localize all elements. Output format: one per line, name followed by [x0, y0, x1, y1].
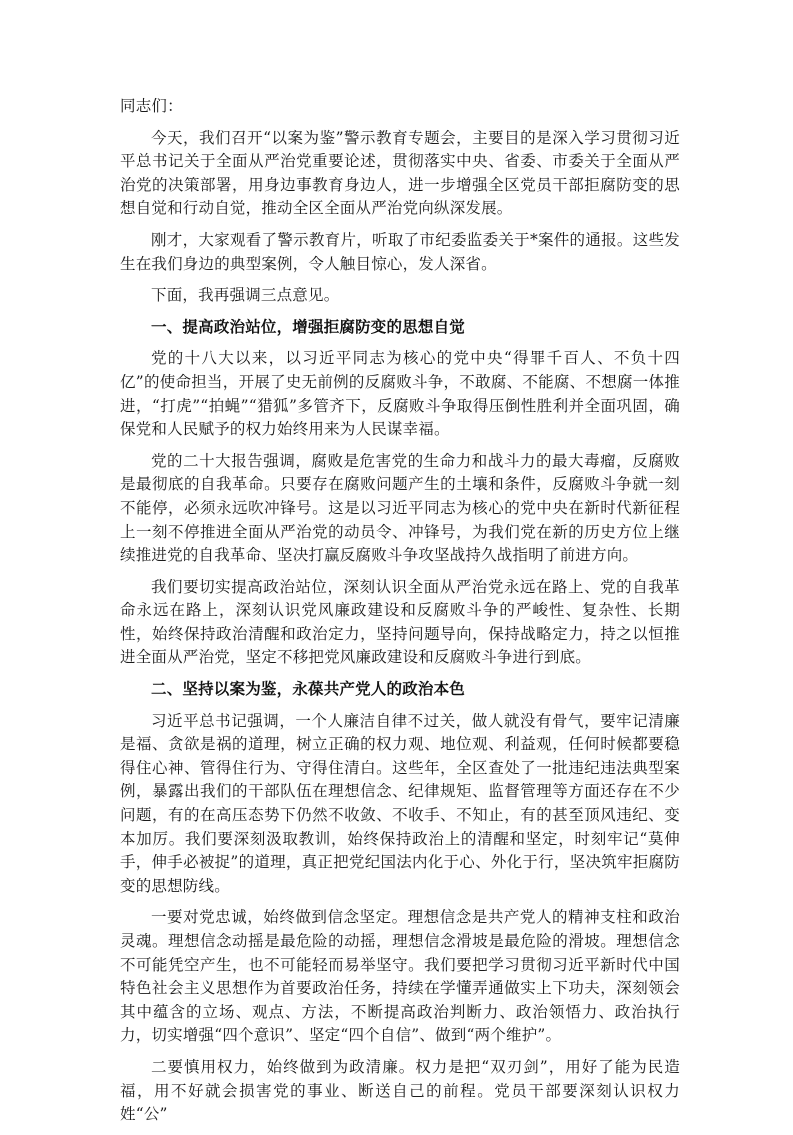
salutation: 同志们：: [120, 97, 183, 115]
paragraph-20th-report: 党的二十大报告强调，腐败是危害党的生命力和战斗力的最大毒瘤，反腐败是最彻底的自我革命。只要存在腐败问题产生的土壤和条件，反腐败斗争就一刻不能停，必须永远吹冲锋号。这是以习近平同志为核心的党中央在新时代新征程上一刻不停推进全面从严治党的动员令、冲锋号，为我们党在新的历史方位上继续推进党的自我革命、坚决打赢反腐败斗争攻坚战持久战指明了前进方向。: [120, 451, 680, 565]
paragraph-political-stance: 我们要切实提高政治站位，深刻认识全面从严治党永远在路上、党的自我革命永远在路上，深刻认识党风廉政建设和反腐败斗争的严峻性、复杂性、长期性，始终保持政治清醒和政治定力，坚持问题导向，保持战略定力，持之以恒推进全面从严治党，坚定不移把党风廉政建设和反腐败斗争进行到底。: [120, 577, 680, 667]
section-heading-1: 一、提高政治站位，增强拒腐防变的思想自觉: [151, 317, 466, 336]
paragraph-three-points: 下面，我再强调三点意见。: [151, 286, 340, 305]
paragraph-lessons: 习近平总书记强调，一个人廉洁自律不过关，做人就没有骨气，要牢记清廉是福、贪欲是祸的道理，树立正确的权力观、地位观、利益观，任何时候都要稳得住心神、管得住行为、守得住清白。这些年，全区查处了一批违纪违法典型案例，暴露出我们的干部队伍在理想信念、纪律规矩、监督管理等方面还存在不少问题，有的在高压态势下仍然不收敛、不收手、不知止，有的甚至顶风违纪、变本加厉。我们要深刻汲取教训，始终保持政治上的清醒和坚定，时刻牢记“莫伸手，伸手必被捉”的道理，真正把党纪国法内化于心、外化于行，坚决筑牢拒腐防变的思想防线。: [120, 711, 680, 895]
document-page: [120, 95, 680, 1135]
paragraph-18th-congress: 党的十八大以来，以习近平同志为核心的党中央“得罪千百人、不负十四亿”的使命担当，开展了史无前例的反腐败斗争，不敢腐、不能腐、不想腐一体推进，“打虎”“拍蝇”“猎狐”多管齐下，反腐败斗争取得压倒性胜利并全面巩固，确保党和人民赋予的权力始终用来为人民谋幸福。: [120, 349, 680, 439]
paragraph-warning-film: 刚才，大家观看了警示教育片，听取了市纪委监委关于*案件的通报。这些发生在我们身边的典型案例，令人触目惊心，发人深省。: [120, 230, 680, 273]
section-heading-2: 二、坚持以案为鉴，永葆共产党人的政治本色: [151, 680, 466, 699]
paragraph-intro: 今天，我们召开“以案为鉴”警示教育专题会，主要目的是深入学习贯彻习近平总书记关于全面从严治党重要论述，贯彻落实中央、省委、市委关于全面从严治党的决策部署，用身边事教育身边人，进一步增强全区党员干部拒腐防变的思想自觉和行动自觉，推动全区全面从严治党向纵深发展。: [120, 128, 680, 218]
paragraph-power: 二要慎用权力，始终做到为政清廉。权力是把“双刃剑”，用好了能为民造福，用不好就会损害党的事业、断送自己的前程。党员干部要深刻认识权力姓“公”: [120, 1057, 680, 1124]
paragraph-loyalty: 一要对党忠诚，始终做到信念坚定。理想信念是共产党人的精神支柱和政治灵魂。理想信念动摇是最危险的动摇，理想信念滑坡是最危险的滑坡。理想信念不可能凭空产生，也不可能轻而易举坚守。我们要把学习贯彻习近平新时代中国特色社会主义思想作为首要政治任务，持续在学懂弄通做实上下功夫，深刻领会其中蕴含的立场、观点、方法，不断提高政治判断力、政治领悟力、政治执行力，切实增强“四个意识”、坚定“四个自信”、做到“两个维护”。: [120, 908, 680, 1045]
